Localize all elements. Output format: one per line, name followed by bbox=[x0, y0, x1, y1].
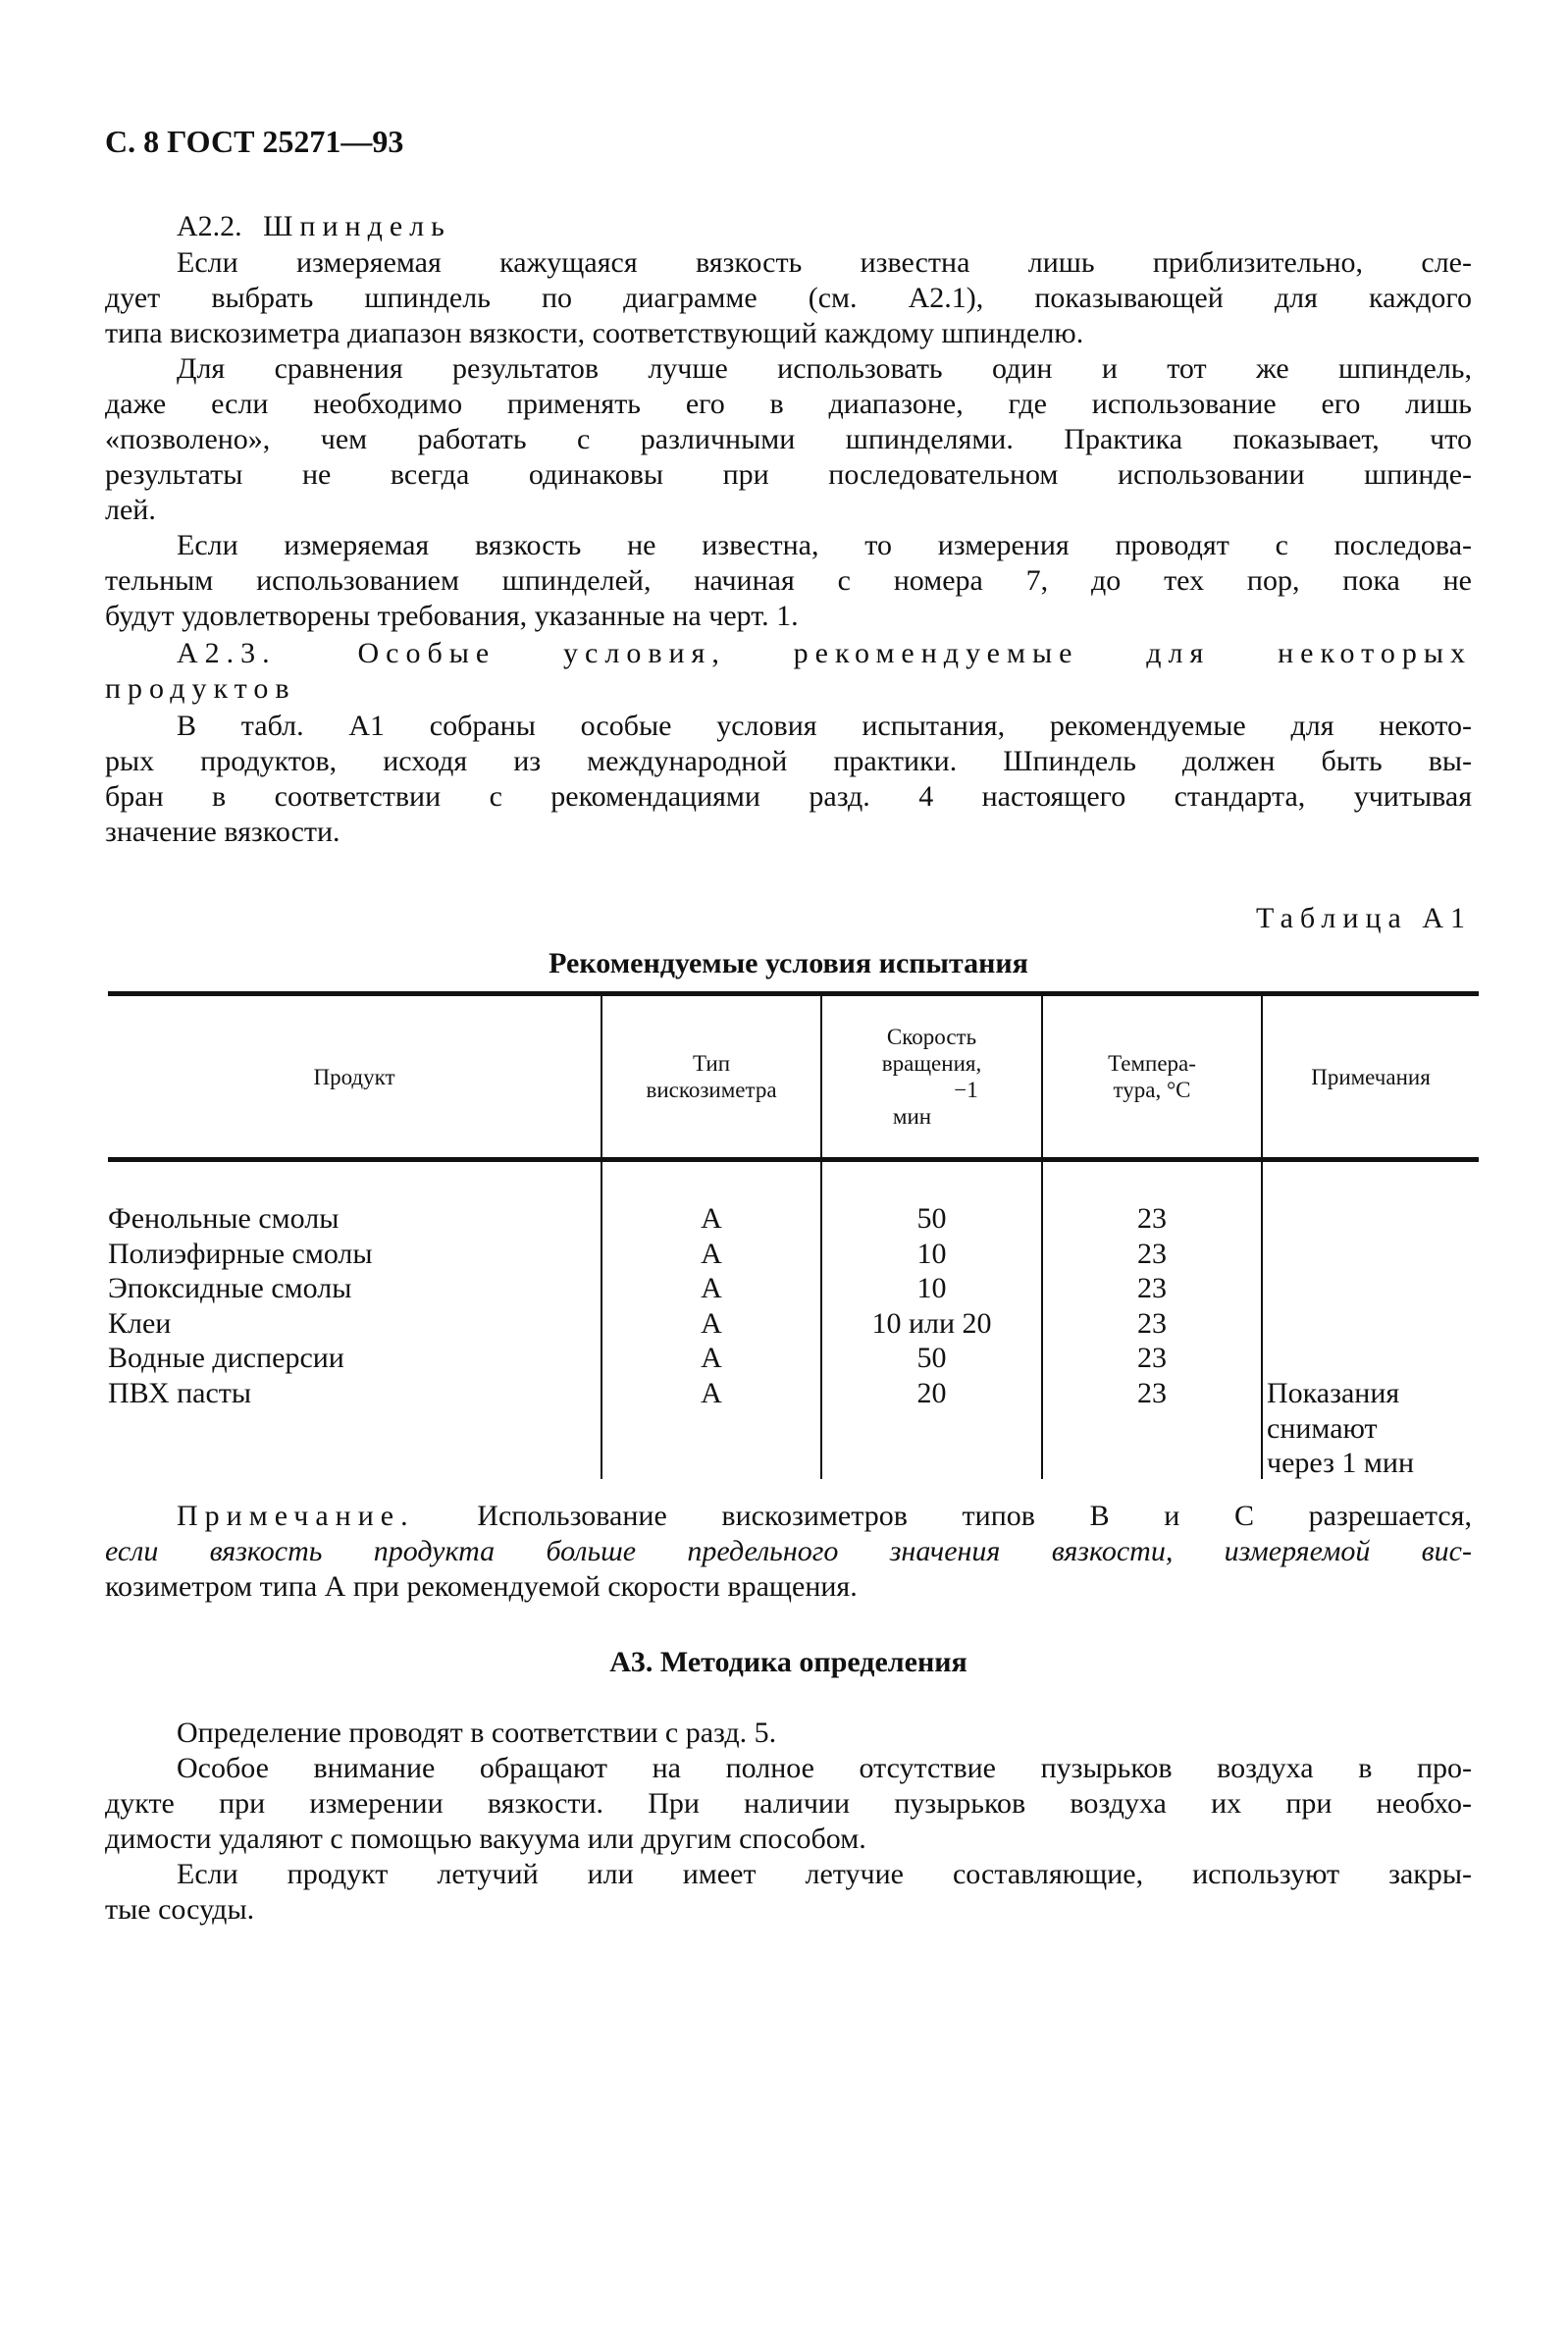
section-a3-text bbox=[105, 1716, 1472, 1928]
header-notes: Примечания bbox=[1262, 994, 1479, 1160]
table-cell-type: А bbox=[701, 1272, 722, 1305]
note-line: козиметром типа А при рекомендуемой скорости вращения. bbox=[105, 1570, 858, 1603]
table-body bbox=[108, 1160, 1479, 1480]
table-cell-product: Эпоксидные смолы bbox=[108, 1272, 352, 1305]
table-header-row bbox=[108, 994, 1479, 1160]
table-cell-type: А bbox=[701, 1237, 722, 1270]
column-temperature bbox=[1043, 1162, 1261, 1479]
note-line: снимают bbox=[1267, 1411, 1378, 1445]
table-cell-type: А bbox=[701, 1376, 722, 1409]
text-line: даже если необходимо применять его в диапазоне, где использование его лишь bbox=[105, 388, 1472, 420]
text-line: дукте при измерении вязкости. При наличии пузырьков воздуха их при необхо- bbox=[105, 1787, 1472, 1820]
section-title-line: Особые условия, рекомендуемые для некоторых bbox=[357, 637, 1473, 669]
text-line: бран в соответствии с рекомендациями разд. 4 настоящего стандарта, учитывая bbox=[105, 780, 1472, 813]
section-a23-heading bbox=[105, 636, 1472, 707]
note-line: Показания bbox=[1267, 1377, 1400, 1409]
table-cell-speed: 50 bbox=[916, 1202, 947, 1235]
table-cell-type: А bbox=[701, 1306, 722, 1340]
text-line: будут удовлетворены требования, указанные на черт. 1. bbox=[105, 600, 799, 632]
table-cell-product: Фенольные смолы bbox=[108, 1202, 340, 1235]
column-product bbox=[108, 1162, 601, 1479]
header-temperature bbox=[1042, 994, 1262, 1160]
table-cell-speed: 20 bbox=[916, 1376, 947, 1409]
text-line: результаты не всегда одинаковы при последовательном использовании шпинде- bbox=[105, 458, 1472, 491]
table-title: Рекомендуемые условия испытания bbox=[549, 947, 1028, 979]
header-line: вискозиметра bbox=[646, 1078, 777, 1102]
header-viscometer-type bbox=[601, 994, 821, 1160]
text-line: лей. bbox=[105, 494, 156, 526]
table-cell-product: ПВХ пасты bbox=[108, 1376, 252, 1409]
header-rotation-speed bbox=[821, 994, 1042, 1160]
recommended-conditions-table bbox=[108, 991, 1479, 1479]
text-line: рых продуктов, исходя из международной практики. Шпиндель должен быть вы- bbox=[105, 745, 1472, 777]
section-a22-text bbox=[105, 245, 1472, 634]
text-line: В табл. А1 собраны особые условия испытания, рекомендуемые для некото- bbox=[177, 710, 1472, 742]
column-notes bbox=[1263, 1162, 1479, 1479]
table-cell-type: А bbox=[701, 1342, 722, 1375]
header-line: Скорость bbox=[886, 1025, 977, 1049]
table-cell-temp: 23 bbox=[1137, 1272, 1167, 1305]
note-text: Использование вискозиметров типов В и С разрешается, bbox=[477, 1500, 1472, 1532]
section-title: Шпиндель bbox=[263, 210, 451, 242]
table-cell-product: Водные дисперсии bbox=[108, 1342, 344, 1375]
text-line: Особое внимание обращают на полное отсутствие пузырьков воздуха в про- bbox=[177, 1752, 1472, 1784]
text-line: дует выбрать шпиндель по диаграмме (см. А2.1), показывающей для каждого bbox=[105, 282, 1472, 314]
text-line: Для сравнения результатов лучше использовать один и тот же шпиндель, bbox=[177, 352, 1472, 385]
table-cell-speed: 10 или 20 bbox=[871, 1306, 992, 1340]
page-header: С. 8 ГОСТ 25271—93 bbox=[105, 124, 404, 159]
header-line: вращения, bbox=[881, 1051, 982, 1076]
section-a22-heading bbox=[105, 209, 1472, 244]
table-cell-product: Полиэфирные смолы bbox=[108, 1237, 373, 1270]
table-cell-temp: 23 bbox=[1137, 1237, 1167, 1270]
table-cell-speed: 10 bbox=[916, 1272, 947, 1305]
header-line: тура, °С bbox=[1113, 1078, 1191, 1102]
header-unit: мин bbox=[892, 1104, 932, 1129]
note-line: если вязкость продукта больше предельного значения вязкости, измеряемой вис- bbox=[105, 1535, 1472, 1567]
table-cell-product: Клеи bbox=[108, 1306, 172, 1340]
text-line: Если продукт летучий или имеет летучие составляющие, используют закры- bbox=[177, 1858, 1472, 1890]
header-line: Темпера- bbox=[1108, 1051, 1196, 1076]
table-cell-temp: 23 bbox=[1137, 1306, 1167, 1340]
table-cell-temp: 23 bbox=[1137, 1376, 1167, 1409]
table-cell-temp: 23 bbox=[1137, 1202, 1167, 1235]
text-line: «позволено», чем работать с различными шпинделями. Практика показывает, что bbox=[105, 423, 1472, 455]
column-type bbox=[602, 1162, 820, 1479]
text-line: тельным использованием шпинделей, начиная с номера 7, до тех пор, пока не bbox=[105, 564, 1472, 597]
header-unit-exponent: −1 bbox=[954, 1078, 978, 1102]
header-line: Тип bbox=[692, 1051, 731, 1076]
section-a3-heading: А3. Методика определения bbox=[609, 1646, 967, 1678]
section-title-line: продуктов bbox=[105, 672, 296, 705]
column-speed bbox=[822, 1162, 1041, 1479]
note-label: Примечание. bbox=[177, 1500, 415, 1532]
text-line: Определение проводят в соответствии с разд. 5. bbox=[177, 1717, 777, 1749]
header-product: Продукт bbox=[108, 994, 601, 1160]
table-note bbox=[105, 1499, 1472, 1605]
table-cell-speed: 10 bbox=[916, 1237, 947, 1270]
table-label: Таблица А1 bbox=[1256, 902, 1472, 934]
section-number: А2.2. bbox=[177, 210, 242, 242]
table-cell-temp: 23 bbox=[1137, 1342, 1167, 1375]
section-a23-text bbox=[105, 709, 1472, 850]
section-number: А2.3. bbox=[177, 637, 277, 669]
text-line: типа вискозиметра диапазон вязкости, соответствующий каждому шпинделю. bbox=[105, 317, 1084, 349]
table-cell-type: А bbox=[701, 1202, 722, 1235]
text-line: димости удаляют с помощью вакуума или другим способом. bbox=[105, 1823, 866, 1855]
text-line: Если измеряемая вязкость не известна, то измерения проводят с последова- bbox=[177, 529, 1472, 561]
text-line: значение вязкости. bbox=[105, 816, 340, 848]
text-line: тые сосуды. bbox=[105, 1893, 255, 1926]
text-line: Если измеряемая кажущаяся вязкость известна лишь приблизительно, сле- bbox=[177, 246, 1472, 279]
note-line: через 1 мин bbox=[1267, 1447, 1415, 1480]
table-cell-speed: 50 bbox=[916, 1342, 947, 1375]
